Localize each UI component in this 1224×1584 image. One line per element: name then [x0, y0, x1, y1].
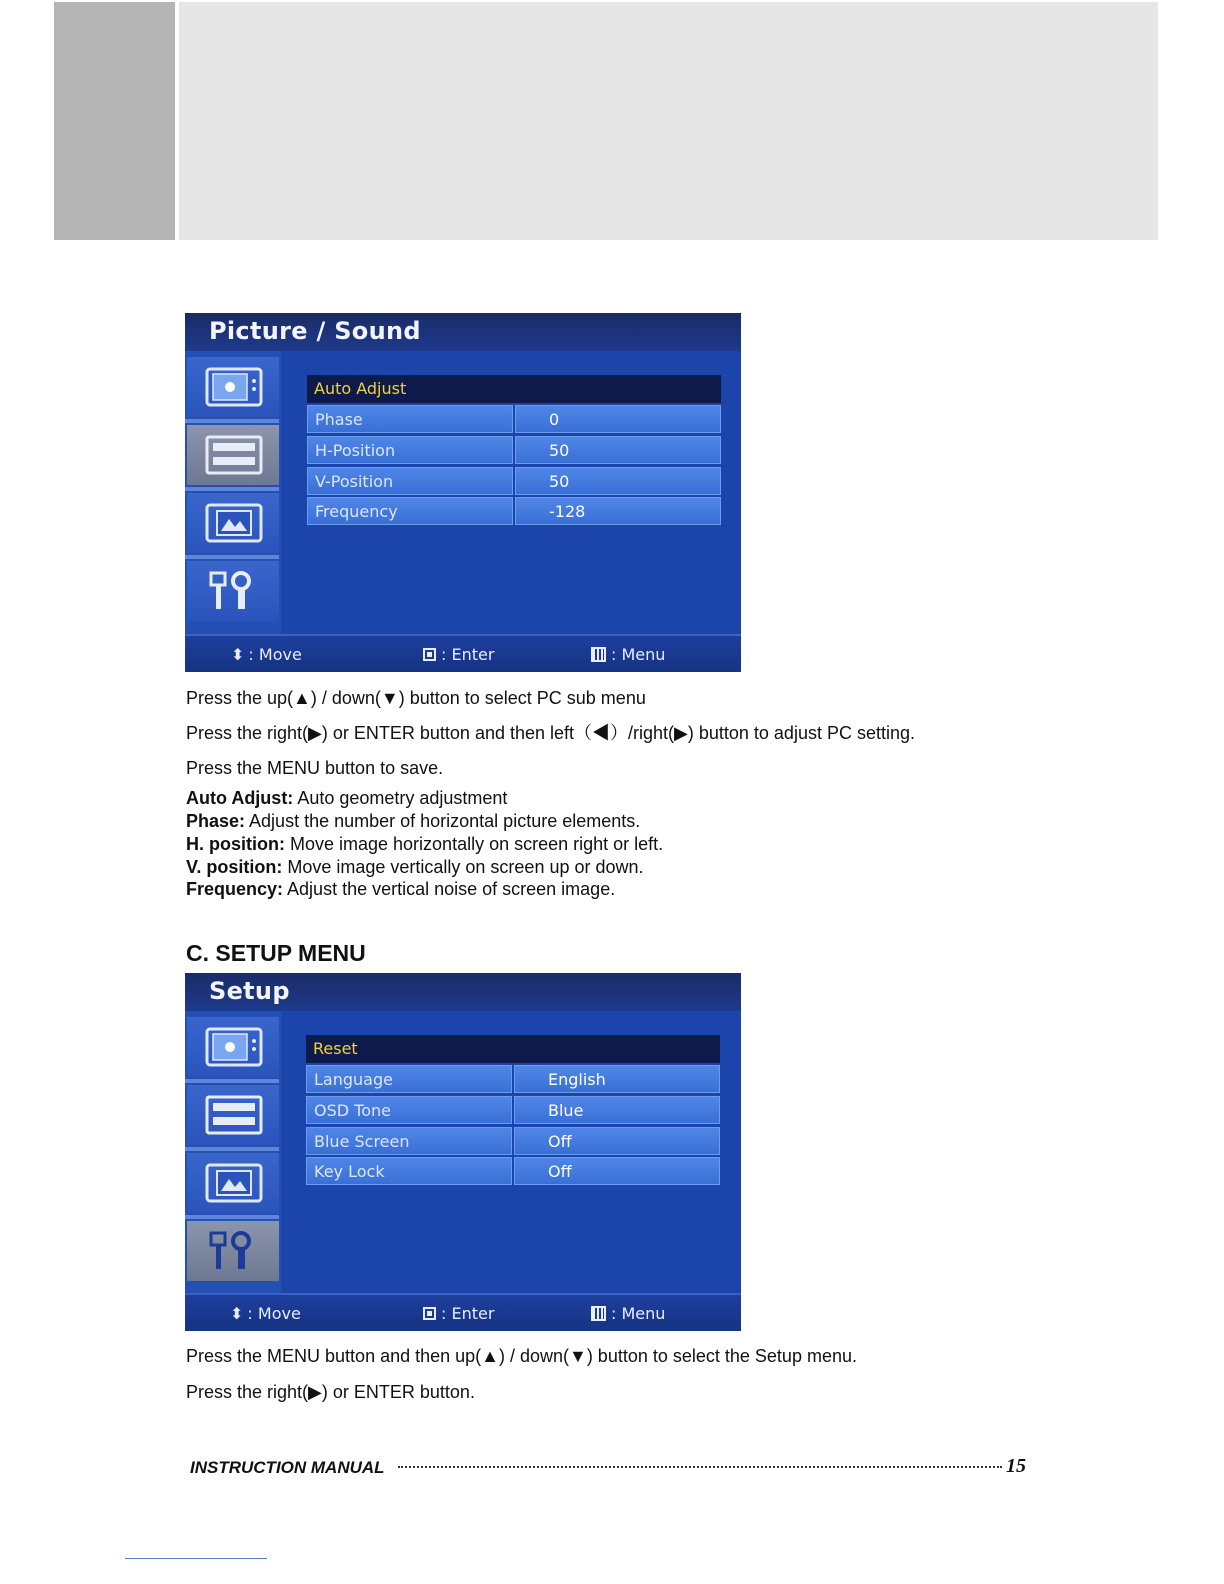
enter-hint-label: : Enter: [441, 645, 495, 664]
screen-image-icon: [205, 503, 263, 543]
definition-text: Auto geometry adjustment: [293, 788, 508, 808]
osd-sidebar: [185, 351, 281, 634]
enter-icon: [423, 648, 436, 661]
menu-icon: [591, 647, 606, 662]
instruction-line: Press the right(▶) or ENTER button.: [186, 1382, 475, 1402]
definition-v-position: [186, 856, 644, 878]
sidebar-item-screen[interactable]: [187, 1153, 279, 1213]
sidebar-separator: [185, 555, 279, 559]
section-heading: C. SETUP MENU: [186, 940, 366, 966]
definition-term: Auto Adjust:: [186, 788, 294, 808]
menu-hint: [591, 1304, 665, 1323]
menu-row[interactable]: [307, 405, 721, 434]
monitor-brightness-icon: [205, 367, 263, 407]
sidebar-item-picture[interactable]: [187, 1017, 279, 1077]
osd-footer: [185, 1293, 741, 1331]
menu-row-value: 50: [515, 467, 721, 495]
osd-setup: [185, 973, 741, 1331]
footer-dot-leader: [398, 1466, 1002, 1468]
sidebar-item-pc[interactable]: [187, 425, 279, 485]
page-number: 15: [1006, 1455, 1026, 1477]
menu-row-value: 50: [515, 436, 721, 464]
menu-row[interactable]: [307, 467, 721, 496]
instruction-line: Press the right(▶) or ENTER button and then left（◀）/right(▶) button to adjust PC setting.: [186, 723, 915, 743]
definition-term: Phase:: [186, 811, 246, 831]
sidebar-separator: [185, 419, 279, 423]
tools-icon: [205, 571, 263, 611]
menu-row-label: Blue Screen: [306, 1127, 512, 1155]
sidebar-separator: [185, 487, 279, 491]
menu-item-auto-adjust[interactable]: Auto Adjust: [307, 375, 721, 403]
instruction-line: Press the up(▲) / down(▼) button to select PC sub menu: [186, 688, 646, 708]
footer-label: INSTRUCTION MANUAL: [190, 1458, 385, 1477]
menu-row-value: 0: [515, 405, 721, 433]
definition-text: Move image vertically on screen up or down.: [282, 857, 644, 877]
sidebar-separator: [185, 1079, 279, 1083]
instruction-line: Press the MENU button and then up(▲) / down(▼) button to select the Setup menu.: [186, 1346, 857, 1366]
menu-row[interactable]: [306, 1127, 720, 1156]
sidebar-separator: [185, 1215, 279, 1219]
definition-text: Adjust the vertical noise of screen image.: [283, 879, 616, 899]
menu-row[interactable]: [306, 1065, 720, 1094]
bottom-rule: [125, 1558, 267, 1559]
menu-row-label: OSD Tone: [306, 1096, 512, 1124]
menu-item-reset[interactable]: Reset: [306, 1035, 720, 1063]
menu-hint-label: : Menu: [611, 1304, 666, 1323]
menu-row-label: Phase: [307, 405, 513, 433]
move-hint-label: : Move: [247, 1304, 301, 1323]
definition-text: Move image horizontally on screen right or left.: [284, 834, 664, 854]
enter-hint: [423, 645, 494, 664]
menu-row-label: V-Position: [307, 467, 513, 495]
osd-title-bar: [185, 313, 741, 351]
osd-sidebar: [185, 1011, 281, 1294]
menu-row-value: Off: [514, 1127, 720, 1155]
menu-row-value: -128: [515, 497, 721, 525]
definition-auto-adjust: [186, 787, 507, 809]
enter-icon: [423, 1307, 436, 1320]
screen-image-icon: [205, 1163, 263, 1203]
menu-hint-label: : Menu: [611, 645, 666, 664]
definition-phase: [186, 810, 640, 832]
header-band-light: [179, 2, 1158, 240]
menu-row-label: Language: [306, 1065, 512, 1093]
definition-h-position: [186, 833, 663, 855]
definition-term: H. position:: [186, 834, 285, 854]
up-down-arrow-icon: ⬍: [230, 1304, 244, 1323]
monitor-brightness-icon: [205, 1027, 263, 1067]
move-hint-label: : Move: [248, 645, 302, 664]
sidebar-item-setup[interactable]: [187, 561, 279, 621]
menu-icon: [591, 1306, 606, 1321]
menu-row-label: Frequency: [307, 497, 513, 525]
osd-title: Picture / Sound: [209, 317, 421, 345]
sidebar-item-picture[interactable]: [187, 357, 279, 417]
move-hint: [231, 645, 302, 664]
enter-hint: [423, 1304, 494, 1323]
menu-row[interactable]: [307, 497, 721, 526]
menu-row[interactable]: [307, 436, 721, 465]
sidebar-item-setup[interactable]: [187, 1221, 279, 1281]
sidebar-separator: [185, 1147, 279, 1151]
definition-term: V. position:: [186, 857, 283, 877]
move-hint: [230, 1304, 301, 1323]
menu-row[interactable]: [306, 1096, 720, 1125]
definition-term: Frequency:: [186, 879, 284, 899]
pc-adjust-icon: [205, 1095, 263, 1135]
osd-picture-sound: [185, 313, 741, 672]
menu-row-value: English: [514, 1065, 720, 1093]
osd-footer: [185, 634, 741, 672]
menu-hint: [591, 645, 665, 664]
osd-title-bar: [185, 973, 741, 1011]
menu-row-value: Off: [514, 1157, 720, 1185]
tools-icon: [205, 1231, 263, 1271]
enter-hint-label: : Enter: [441, 1304, 495, 1323]
header-band-dark: [54, 2, 175, 240]
sidebar-item-screen[interactable]: [187, 493, 279, 553]
instruction-line: Press the MENU button to save.: [186, 758, 444, 778]
definition-text: Adjust the number of horizontal picture elements.: [245, 811, 641, 831]
menu-row-value: Blue: [514, 1096, 720, 1124]
definition-frequency: [186, 878, 615, 900]
up-down-arrow-icon: ⬍: [231, 645, 245, 664]
osd-title: Setup: [209, 977, 290, 1005]
menu-row-label: H-Position: [307, 436, 513, 464]
menu-row[interactable]: [306, 1157, 720, 1186]
pc-adjust-icon: [205, 435, 263, 475]
sidebar-item-pc[interactable]: [187, 1085, 279, 1145]
menu-row-label: Key Lock: [306, 1157, 512, 1185]
